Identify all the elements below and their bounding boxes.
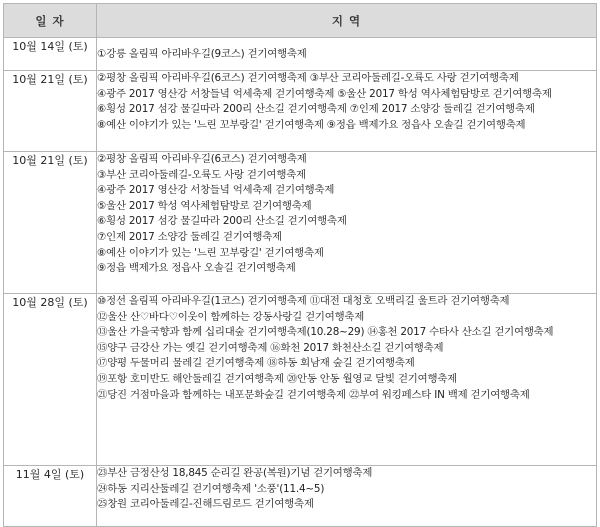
date-cell: 11월 4일 (토) bbox=[4, 466, 97, 527]
festival-line: ①강릉 올림픽 아리바우길(9코스) 걷기여행축제 bbox=[97, 48, 307, 60]
festival-line: ⑥횡성 2017 섬강 물길따라 200리 산소길 걷기여행축제 bbox=[97, 215, 347, 228]
festival-line: ⑥횡성 2017 섬강 물길따라 200리 산소길 걷기여행축제 ⑦인제 2017 소양강 둘레길 걷기여행축제 bbox=[97, 103, 535, 116]
table-row bbox=[4, 71, 597, 152]
festival-line: ⑲포항 호미반도 해안둘레길 걷기여행축제 ⑳안동 안동 월영교 달빛 걷기여행축제 bbox=[97, 372, 457, 385]
festival-line: ⑧예산 이야기가 있는 '느린 꼬부랑길' 걷기여행축제 bbox=[97, 246, 324, 259]
festival-line: ③부산 코리아둘레길-오륙도 사랑 걷기여행축제 bbox=[97, 168, 306, 181]
festival-line: ②평창 올림픽 아리바우길(6코스) 걷기여행축제 ③부산 코리아둘레길-오륙도 사랑 걷기여행축제 bbox=[97, 72, 519, 84]
table-row bbox=[4, 466, 597, 527]
festival-line: ⑬울산 가을국향과 함께 십리대숲 걷기여행축제(10.28~29) ⑭홍천 2017 수타사 산소길 걷기여행축제 bbox=[97, 326, 554, 339]
festival-line: ⑮양구 금강산 가는 옛길 걷기여행축제 ⑯화천 2017 화천산소길 걷기여행축제 bbox=[97, 341, 444, 354]
festival-line: ⑧예산 이야기가 있는 '느린 꼬부랑길' 걷기여행축제 ⑨정읍 백제가요 정읍사 오솔길 걷기여행축제 bbox=[97, 118, 526, 131]
date-cell: 10월 14일 (토) bbox=[4, 38, 97, 71]
festival-line: ㉑당진 거점마을과 함께하는 내포문화숲길 걷기여행축제 ㉒부여 워킹페스타 IN 백제 걷기여행축제 bbox=[97, 388, 530, 401]
region-cell bbox=[97, 294, 597, 466]
region-cell bbox=[97, 466, 597, 527]
region-cell bbox=[97, 71, 597, 152]
table-row bbox=[4, 38, 597, 71]
festival-line: ⑫울산 산♡바다♡이웃이 함께하는 강동사랑길 걷기여행축제 bbox=[97, 310, 365, 323]
date-cell: 10월 21일 (토) bbox=[4, 71, 97, 152]
date-cell: 10월 28일 (토) bbox=[4, 294, 97, 466]
schedule-table bbox=[3, 3, 597, 527]
festival-line: ②평창 올림픽 아리바우길(6코스) 걷기여행축제 bbox=[97, 153, 307, 165]
header-date: 일 자 bbox=[4, 4, 97, 38]
festival-line: ④광주 2017 영산강 서창들녘 억세축제 걷기여행축제 bbox=[97, 184, 335, 197]
header-row bbox=[4, 4, 597, 38]
festival-line: ⑤울산 2017 학성 역사체험탐방로 걷기여행축제 bbox=[97, 199, 312, 212]
table-row bbox=[4, 294, 597, 466]
region-cell bbox=[97, 152, 597, 294]
festival-line: ⑨정읍 백제가요 정읍사 오솔길 걷기여행축제 bbox=[97, 262, 296, 275]
header-region: 지 역 bbox=[97, 4, 597, 38]
festival-line: ⑦인제 2017 소양강 둘레길 걷기여행축제 bbox=[97, 230, 282, 243]
table-row bbox=[4, 152, 597, 294]
festival-line: ㉓부산 금정산성 18,845 순리길 완공(복원)기념 걷기여행축제 bbox=[97, 467, 373, 479]
festival-line: ④광주 2017 영산강 서창들녘 억세축제 걷기여행축제 ⑤울산 2017 학성 역사체험탐방로 걷기여행축제 bbox=[97, 87, 552, 100]
date-cell: 10월 21일 (토) bbox=[4, 152, 97, 294]
festival-line: ㉔하동 지리산둘레길 걷기여행축제 '소풍'(11.4~5) bbox=[97, 482, 325, 495]
festival-line: ㉕창원 코리아둘레길-진해드림로드 걷기여행축제 bbox=[97, 498, 314, 511]
festival-line: ⑰양평 두물머리 물레길 걷기여행축제 ⑱하동 회남재 숲길 걷기여행축제 bbox=[97, 357, 415, 370]
region-cell bbox=[97, 38, 597, 71]
festival-line: ⑩정선 올림픽 아리바우길(1코스) 걷기여행축제 ⑪대전 대청호 오백리길 울트라 걷기여행축제 bbox=[97, 295, 510, 307]
